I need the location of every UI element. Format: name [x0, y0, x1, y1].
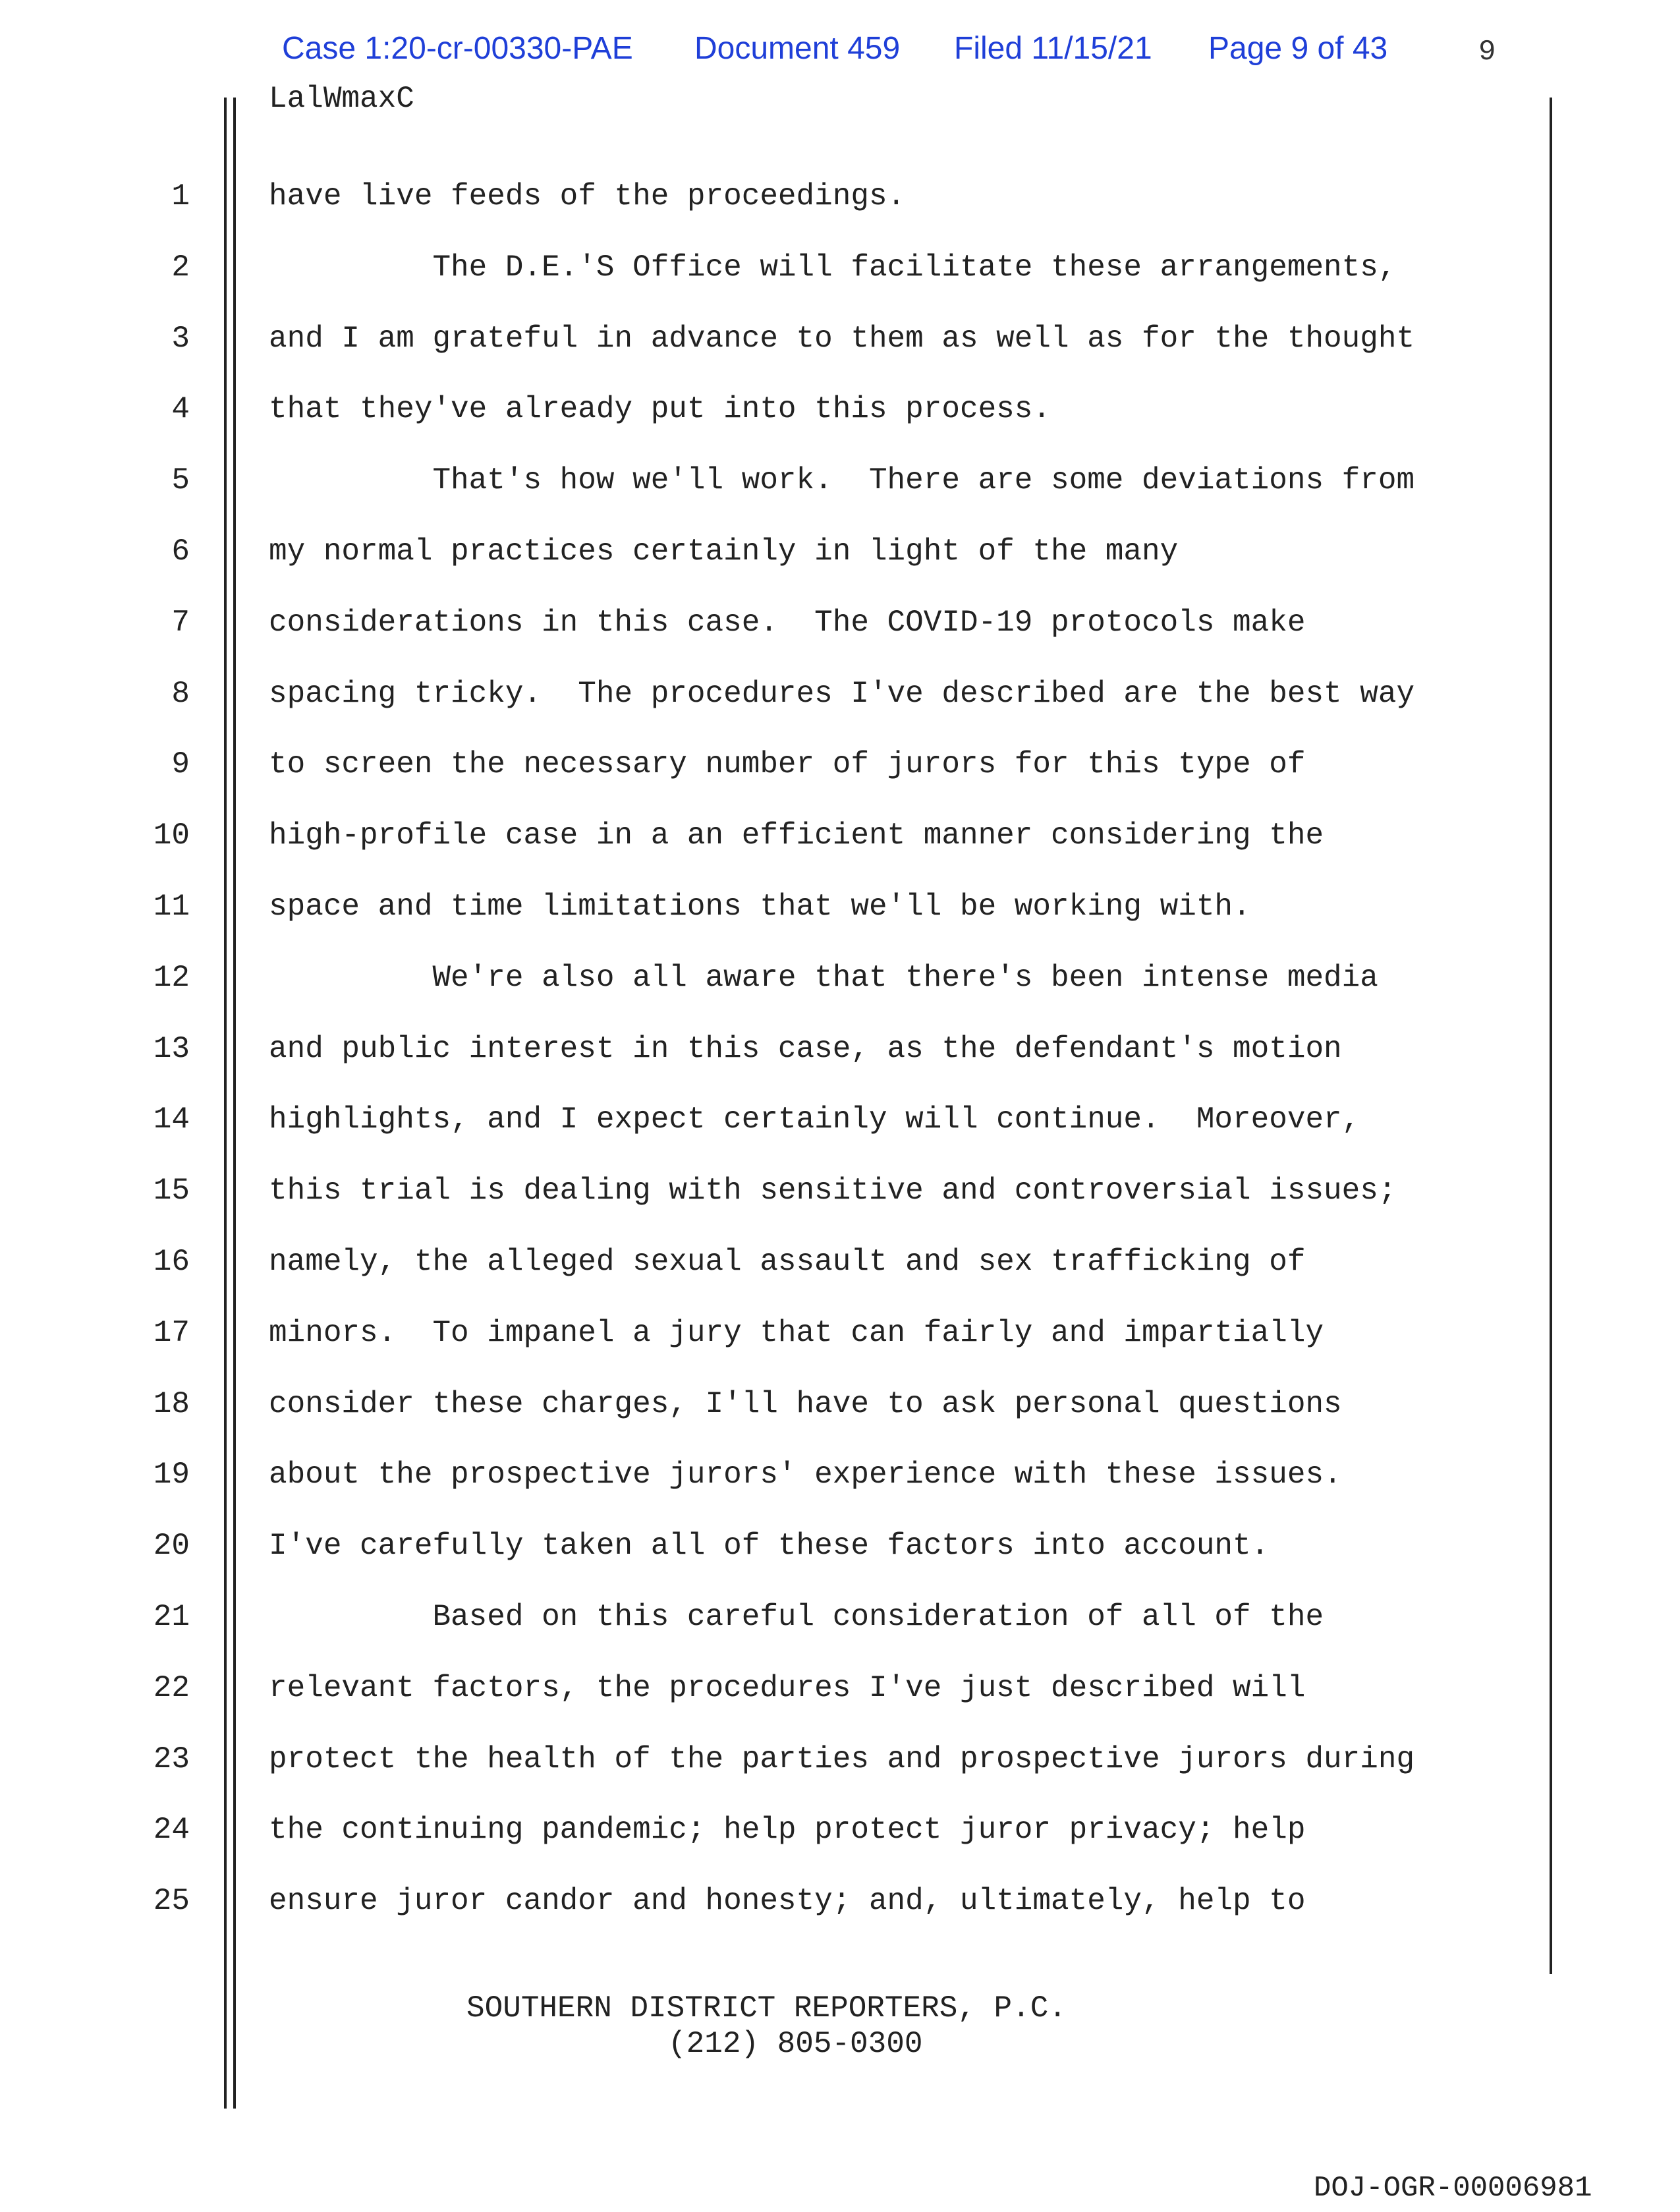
line-number: 23: [153, 1742, 190, 1776]
line-text: my normal practices certainly in light of the many: [269, 534, 1179, 569]
transcript-line: [0, 1028, 1680, 1099]
transcript-line: [0, 459, 1680, 530]
line-number: 4: [171, 392, 190, 426]
transcript-line: [0, 1312, 1680, 1383]
line-text: minors. To impanel a jury that can fairly and impartially: [269, 1316, 1324, 1350]
transcript-line: [0, 1809, 1680, 1880]
line-number: 3: [171, 322, 190, 356]
line-text: that they've already put into this process.: [269, 392, 1051, 426]
line-number: 10: [153, 818, 190, 853]
reporter-phone: (212) 805-0300: [668, 2027, 923, 2061]
line-number: 14: [153, 1102, 190, 1137]
transcript-line: [0, 886, 1680, 957]
line-text: highlights, and I expect certainly will continue. Moreover,: [269, 1102, 1360, 1137]
line-number: 2: [171, 250, 190, 285]
line-text: The D.E.'S Office will facilitate these arrangements,: [269, 250, 1397, 285]
line-text: spacing tricky. The procedures I've described are the best way: [269, 677, 1415, 711]
transcript-line: [0, 388, 1680, 459]
line-number: 1: [171, 179, 190, 213]
transcript-line: [0, 1454, 1680, 1525]
transcript-line: [0, 814, 1680, 886]
line-number: 16: [153, 1245, 190, 1279]
transcript-line: [0, 1880, 1680, 1951]
line-text: ensure juror candor and honesty; and, ultimately, help to: [269, 1884, 1306, 1918]
line-number: 24: [153, 1813, 190, 1847]
line-number: 13: [153, 1032, 190, 1066]
transcript-line: [0, 1098, 1680, 1170]
case-number: Case 1:20-cr-00330-PAE: [282, 31, 633, 66]
line-number: 6: [171, 534, 190, 569]
transcript-page-number: 9: [1478, 36, 1496, 69]
transcript-line: [0, 1170, 1680, 1241]
line-text: I've carefully taken all of these factors into account.: [269, 1529, 1270, 1563]
transcript-slug: LalWmaxC: [269, 82, 414, 116]
transcript-line: [0, 1667, 1680, 1738]
line-text: to screen the necessary number of jurors for this type of: [269, 747, 1306, 781]
page-of-total: Page 9 of 43: [1208, 31, 1388, 66]
transcript-line: [0, 1525, 1680, 1596]
transcript-line: [0, 1738, 1680, 1809]
transcript-line: [0, 1596, 1680, 1667]
line-text: Based on this careful consideration of all of the: [269, 1600, 1324, 1634]
line-number: 25: [153, 1884, 190, 1918]
line-number: 19: [153, 1458, 190, 1492]
line-number: 5: [171, 463, 190, 497]
line-text: relevant factors, the procedures I've just described will: [269, 1671, 1306, 1705]
line-text: considerations in this case. The COVID-19 protocols make: [269, 606, 1306, 640]
line-text: We're also all aware that there's been intense media: [269, 961, 1378, 995]
transcript-line: [0, 530, 1680, 602]
line-text: have live feeds of the proceedings.: [269, 179, 906, 213]
bates-number: DOJ-OGR-00006981: [1314, 2172, 1592, 2205]
line-text: protect the health of the parties and prospective jurors during: [269, 1742, 1415, 1776]
line-number: 18: [153, 1387, 190, 1421]
transcript-line: [0, 246, 1680, 318]
line-text: and public interest in this case, as the defendant's motion: [269, 1032, 1342, 1066]
line-number: 22: [153, 1671, 190, 1705]
line-text: about the prospective jurors' experience with these issues.: [269, 1458, 1342, 1492]
line-text: That's how we'll work. There are some deviations from: [269, 463, 1415, 497]
line-number: 17: [153, 1316, 190, 1350]
line-text: space and time limitations that we'll be working with.: [269, 890, 1251, 924]
line-number: 15: [153, 1174, 190, 1208]
line-text: consider these charges, I'll have to ask personal questions: [269, 1387, 1342, 1421]
reporter-firm-name: SOUTHERN DISTRICT REPORTERS, P.C.: [466, 1991, 1067, 2026]
transcript-line: [0, 1241, 1680, 1312]
line-text: and I am grateful in advance to them as well as for the thought: [269, 322, 1415, 356]
document-number: Document 459: [694, 31, 901, 66]
line-number: 20: [153, 1529, 190, 1563]
filed-date: Filed 11/15/21: [954, 31, 1152, 66]
line-number: 21: [153, 1600, 190, 1634]
line-number: 7: [171, 606, 190, 640]
line-number: 11: [153, 890, 190, 924]
line-text: namely, the alleged sexual assault and sex trafficking of: [269, 1245, 1306, 1279]
transcript-line: [0, 673, 1680, 744]
transcript-line: [0, 743, 1680, 814]
line-number: 8: [171, 677, 190, 711]
line-number: 12: [153, 961, 190, 995]
transcript-line: [0, 318, 1680, 389]
transcript-line: [0, 1383, 1680, 1454]
line-text: the continuing pandemic; help protect juror privacy; help: [269, 1813, 1306, 1847]
line-text: high-profile case in a an efficient manner considering the: [269, 818, 1324, 853]
line-text: this trial is dealing with sensitive and controversial issues;: [269, 1174, 1397, 1208]
transcript-line: [0, 957, 1680, 1028]
line-number: 9: [171, 747, 190, 781]
transcript-line: [0, 175, 1680, 246]
transcript-line: [0, 602, 1680, 673]
